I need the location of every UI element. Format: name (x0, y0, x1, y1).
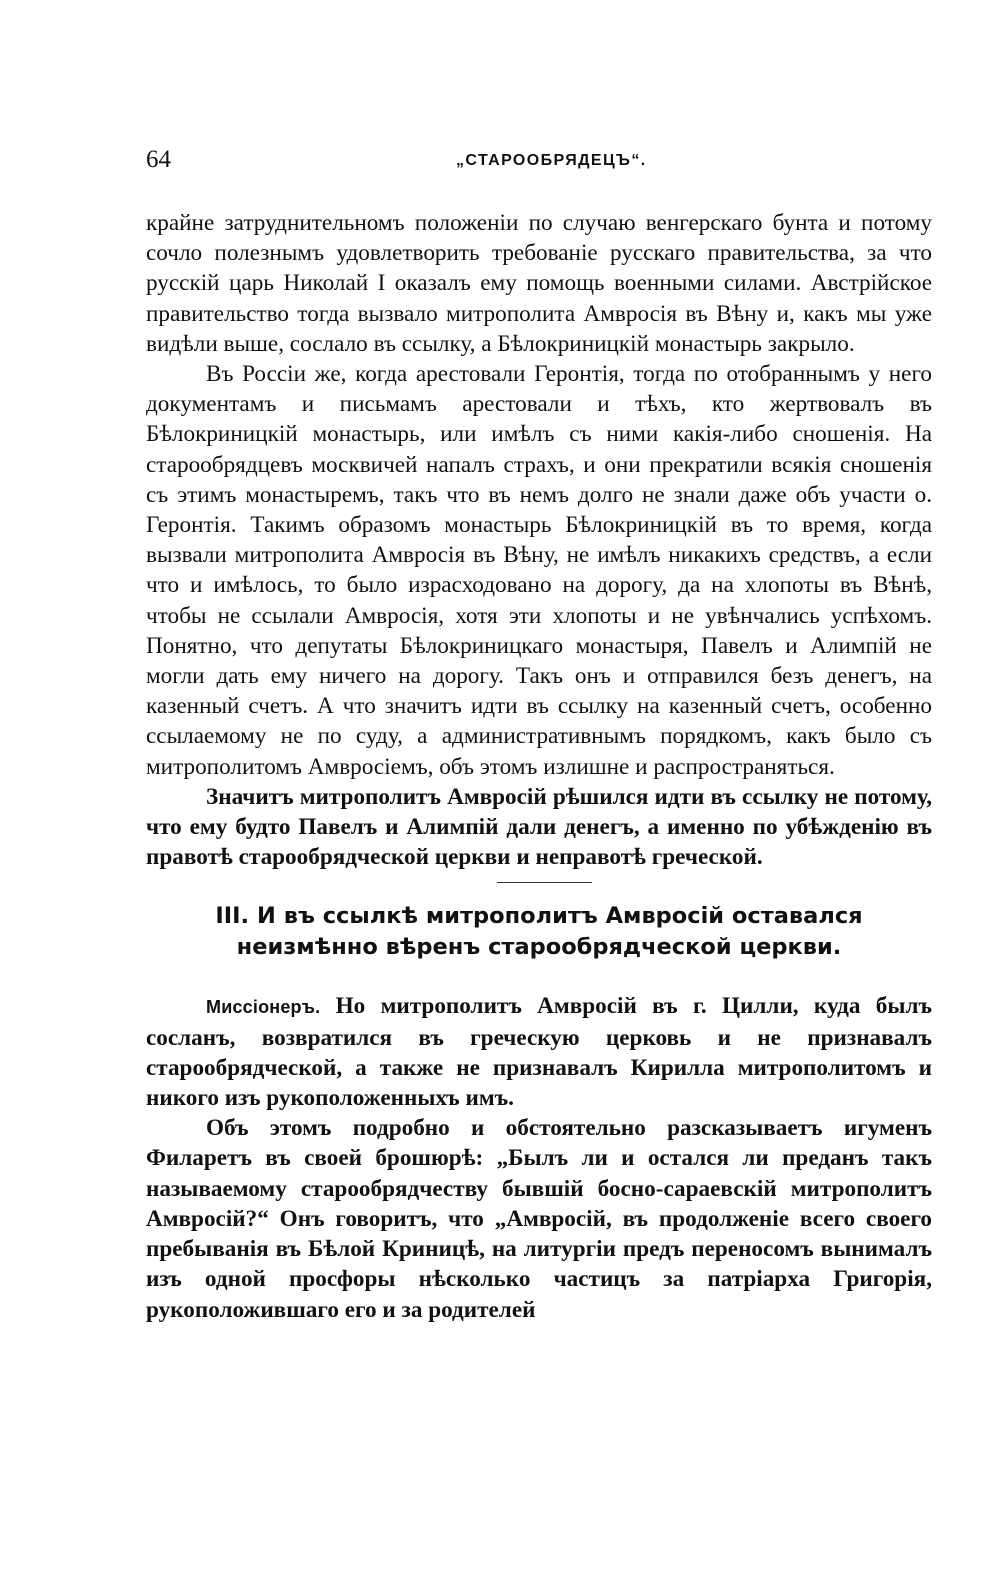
paragraph-1: крайне затруднительномъ положенiи по случаю венгерскаго бунта и потому сочло полезнымъ удовлетворить требованiе русскаго правительства, за что русскiй царь Николай I оказалъ ему помощь военными силами. Австрiйское правительство тогда вызвало митрополита Амвросiя въ Вѣну и, какъ мы уже видѣли выше, сослало въ ссылку, а Бѣлокриницкiй монастырь закрыло. (146, 210, 932, 357)
section-number: III. (215, 903, 250, 930)
section-divider (497, 882, 592, 883)
page-number: 64 (146, 146, 171, 173)
speaker-label: Миссiонеръ. (206, 997, 321, 1018)
section-title: И въ ссылкѣ митрополитъ Амвросiй оставался неизмѣнно вѣренъ старообрядческой церкви. (236, 903, 863, 961)
running-title: „СТАРООБРЯДЕЦЪ“. (456, 152, 647, 169)
running-head (146, 140, 932, 180)
speaker-text: Но митрополитъ Амвросiй въ г. Цилли, куда былъ сосланъ, возвратился въ греческую церковь и не признавалъ старообрядческой, а также не признавалъ Кирилла митрополитомъ и никого изъ рукоположенныхъ имъ. (146, 993, 932, 1112)
paragraph-3: Значитъ митрополитъ Амвросiй рѣшился идти въ ссылку не потому, что ему будто Павелъ и Алимпiй дали денегъ, а именно по убѣжденiю въ правотѣ старообрядческой церкви и неправотѣ греческой. (146, 783, 932, 871)
paragraph-2: Въ Россiи же, когда арестовали Геронтiя, тогда по отобраннымъ у него документамъ и письмамъ арестовали и тѣхъ, кто жертвовалъ въ Бѣлокриницкiй монастырь, или имѣлъ съ ними какiя-либо сношенiя. На старообрядцевъ москвичей напалъ страхъ, и они прекратили всякiя сношенiя съ этимъ монастыремъ, такъ что въ немъ долго не знали даже объ участи о. Геронтiя. Такимъ образомъ монастырь Бѣлокриницкiй въ то время, когда вызвали митрополита Амвросiя въ Вѣну, не имѣлъ никакихъ средствъ, а если что и имѣлось, то было израсходовано на дорогу, да на хлопоты въ Вѣнѣ, чтобы не ссылали Амвросiя, хотя эти хлопоты и не увѣнчались успѣхомъ. Понятно, что депутаты Бѣлокриницкаго монастыря, Павелъ и Алимпiй не могли дать ему ничего на дорогу. Такъ онъ и отправился безъ денегъ, на казенный счетъ. А что значитъ идти въ ссылку на казенный счетъ, особенно ссылаемому не по суду, а административнымъ порядкомъ, какъ было съ митрополитомъ Амвросiемъ, объ этомъ излишне и распространяться. (146, 361, 932, 780)
section-heading (146, 901, 932, 963)
dialogue-paragraph (146, 991, 932, 1113)
book-page (146, 140, 932, 1325)
paragraph-continuation: Объ этомъ подробно и обстоятельно разсказываетъ игуменъ Филаретъ въ своей брошюрѣ: „Былъ ли и остался ли преданъ такъ называемому старообрядчеству бывшiй босно-сараевскiй митрополитъ Амвросiй?“ Онъ говоритъ, что „Амвросiй, въ продолженiе всего своего пребыванiя въ Бѣлой Криницѣ, на литургiи предъ переносомъ вынималъ изъ одной просфоры нѣсколько частицъ за патрiарха Григорiя, рукоположившаго его и за родителей (146, 1115, 932, 1323)
